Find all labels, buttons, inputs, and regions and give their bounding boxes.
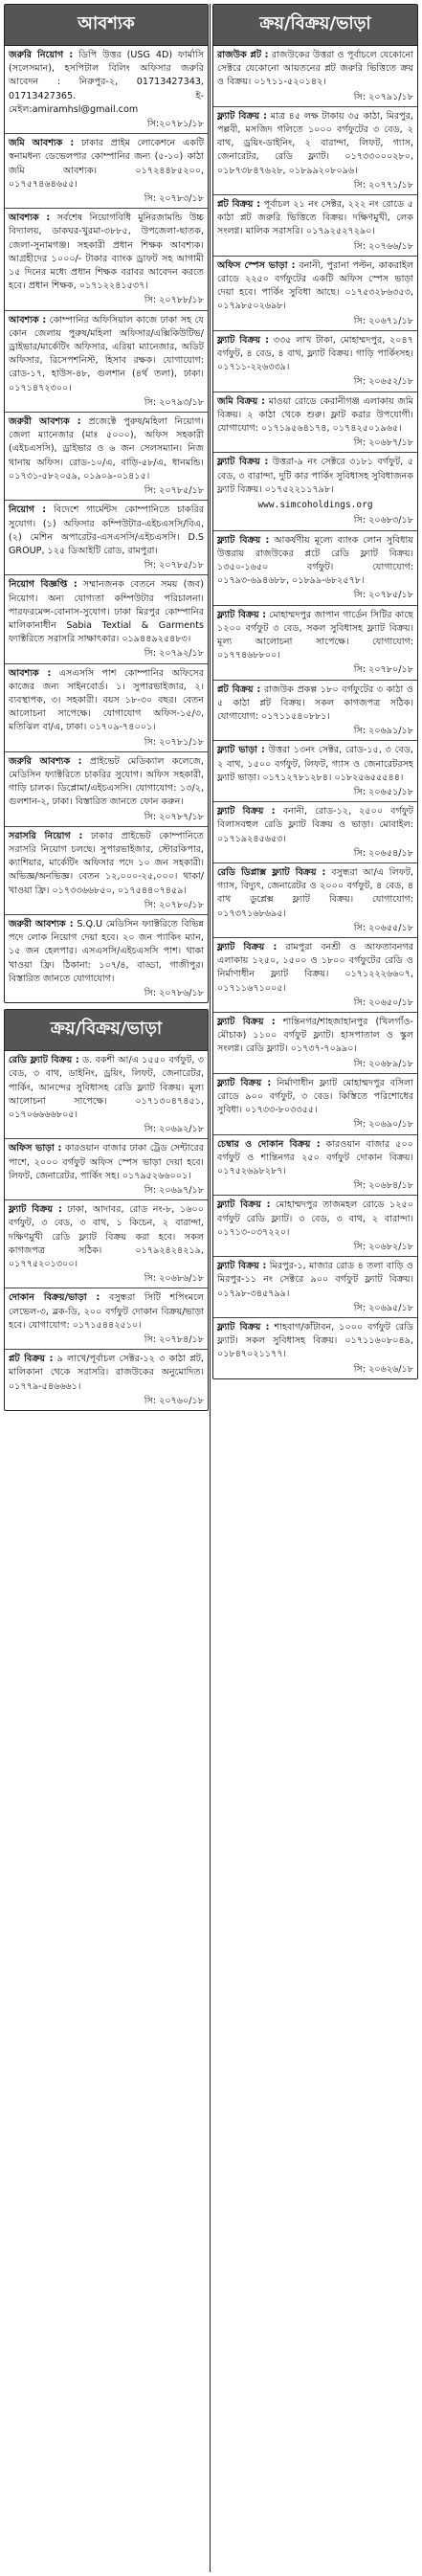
classified-section — [4, 4, 209, 1003]
ad-reference-code: সি: ২০৬৮৯/১৮ — [353, 1058, 413, 1069]
ad-reference-code: সি: ২০৭৮১/১৮ — [144, 736, 204, 748]
ad-title: ফ্ল্যাট বিক্রয় : — [217, 1077, 272, 1088]
classified-section — [212, 4, 418, 1379]
classified-ad — [213, 195, 417, 257]
ad-reference-code: সি: ২০৬৯৭/১৮ — [144, 1185, 204, 1197]
ad-reference-code: সি: ২০৬৮৪/১৮ — [353, 1180, 413, 1192]
ad-reference-code: সি: ২০৭৮০/১৮ — [353, 664, 413, 676]
ad-body: রাজউক প্রকল্প ১৮০ বর্গফুটের ৩ কাঠা ও ৫ কাঠা প্লট বিক্রয়। সকল কাগজপত্র সঠিক। যোগাযোগ: ০১৭১১৫৪০৮৮১। — [217, 683, 413, 722]
classified-ad — [5, 827, 208, 915]
ad-reference-code: সি: ২০৬৭১/১৮ — [353, 315, 413, 326]
ad-reference-code: সি: ২০৭৯৩/১৮ — [144, 396, 204, 408]
ad-title: চেম্বার ও দোকান বিক্রয় : — [217, 1138, 321, 1150]
classified-ad — [213, 681, 417, 742]
classified-ad — [5, 752, 208, 827]
classified-ad — [5, 501, 208, 575]
ad-title: সরাসরি নিয়োগ : — [9, 830, 83, 841]
ad-title: প্লট বিক্রয় : — [9, 1354, 54, 1365]
ad-body: ঢাকার প্রাইম লোকেশনে একটি স্বনামধন্য ডেভেলপার কোম্পানির জন্য (৫-১০) কাঠা জমি আবশ্যক। ০১৭২৪৪৮৫২০০, ০১৭৫৭৪৬৪৬৫৫। — [9, 138, 204, 190]
section-heading: ক্রয়/বিক্রয়/ভাড়া — [213, 5, 417, 46]
ad-body: ডিপি উত্তর (USG 4D) ফার্মাসি (সলেসমান), হসপিটাল বিলিং অফিসার জরুরি আবেদন : নিরুপুর-২, 01713427343, 01713427365. ই-মেইল:amiramhsl@gmail.com — [9, 50, 204, 115]
ad-website: www.simcoholdings.org — [257, 500, 373, 511]
classified-ad — [213, 107, 417, 195]
classified-ad — [5, 1288, 208, 1350]
ad-title: অফিস ভাড়া : — [9, 1143, 62, 1154]
ad-body: পূর্বাচল ২১ নং সেক্টর, ২২২ নং রোডে ৫ কাঠা প্লট জরুরি ভিত্তিতে বিক্রয়। দক্ষিণমুখী, লেক সংলগ্ন। মালিক সরাসরি। ০১৭৯২৫২৭২৯০। — [217, 199, 413, 237]
ad-reference-code: সি: ২০৬৯৫/১৮ — [353, 1302, 413, 1313]
classified-ad — [213, 1196, 417, 1257]
ad-title: রেডি ফ্ল্যাট বিক্রয় : — [9, 1055, 79, 1066]
ad-title: ফ্ল্যাট বিক্রয় : — [217, 1199, 271, 1211]
classified-ad — [213, 531, 417, 606]
ad-reference-code: সি: ২০৭৮৩/১৮ — [144, 193, 204, 205]
ad-title: ফ্ল্যাট বিক্রয় : — [217, 534, 270, 546]
ad-title: ফ্ল্যাট ভাড়া : — [217, 745, 265, 756]
ad-reference-code: সি: ২০৬৫২/১৮ — [353, 376, 413, 388]
ad-title: ফ্ল্যাট বিক্রয় : — [217, 334, 270, 346]
ad-reference-code: সি: ২০৭৮৬/১৮ — [144, 988, 204, 998]
classified-ad — [213, 46, 417, 107]
classified-section — [4, 1009, 209, 1411]
ad-reference-code: সি: ২০৭৬৬/১৮ — [353, 240, 413, 252]
ad-body: সম্মানজনক বেতনে সময় (জব) নিয়োগ। অন্য যোগ্যতা কম্পিউটার পরিচালনা। পারফরমেন্স-বোনাস-সুযোগ। ঢাকা মিরপুর কোম্পানির মালিকানাধীন Sabia Textial & Garments ফ্যাক্টরিতে সরাসরি সাক্ষাৎকার। ০১৯৪৪৯২৫৪৮৩। — [9, 579, 204, 645]
ad-body: উত্তরা ১৩নং সেক্টর, রোড-১৫, ৩ বেড, ২ বাথ, ১৫০০ বর্গফুট, লিফট, গ্যাস ও জেনারেটরসহ ফ্ল্যাট ভাড়া। ০১৭১২৭৮১২৮৪। ০১৮২৫৬৫৫৫৪৪। — [217, 745, 413, 783]
ad-body: শাহবাগ/কাঁটাবন, ১০০০ বর্গফুট রেডি ফ্ল্যাট। সকল সুবিধাসহ বিক্রয়। ০১৭১১৬০৮০৪৯, ০১৮৪৭০২১১৭৭। — [217, 1322, 413, 1360]
ad-reference-code: সি: ২০৬৯১/১৮ — [353, 726, 413, 737]
ad-body: বনানী, রোড-১২, ২৫০০ বর্গফুট বিলাসবহুল রেডি ফ্ল্যাট বিক্রয় ও ভাড়া। মোবাইল: ০১৭১৯২৪৫৬৫৩। — [217, 806, 413, 844]
ad-body: এসএসসি পাশ কোম্পানির অফিসের কাজের জন্য সাইনবোর্ড। ১। সুপারভাইজার, ২। ব্যবস্থাপক, ৩। সহকারী। বয়স ১৮-৩০ বছর। বেতন আলোচনা সাপেক্ষে। যোগাযোগ অফিস-১৫/৩, মতিঝিল বা/এ, ঢাকা। ০১৭০৯-৭৪০০১। — [9, 667, 204, 733]
classified-ad — [213, 1318, 417, 1378]
ad-body: বসুন্ধরা সিটি শপিংমলে লেভেল-৩, ব্লক-ডি, ২০০ বর্গফুট দোকান বিক্রয়/ভাড়া হবে। যোগাযোগ: ০১৭১৫৪৪২৫১০। — [9, 1292, 204, 1331]
classified-ad — [5, 46, 208, 134]
ad-title: রাজউক প্লট : — [217, 50, 269, 60]
classified-ad — [5, 915, 208, 1002]
ad-reference-code: সি: ২০৭৮৪/১৮ — [144, 1334, 204, 1346]
section-heading: আবশ্যক — [5, 5, 208, 46]
ad-body: মিরপুর-১, মাজার রোড ৪ তলা বাড়ি ও মিরপুর-১১ নং সেক্টরে ৯০০ বর্গফুট ফ্ল্যাট বিক্রয়। ০১৭৯৮-৩৪৫৭৯৯। — [217, 1261, 413, 1299]
classified-ad — [213, 741, 417, 802]
classified-ad — [5, 134, 208, 209]
ad-body: প্রাইভেট মেডিক্যাল কলেজে, মেডিসিন ফ্যাক্টরিতে চাকরির সুযোগ। অফিস সহকারী, গাড়ি চালক। ডিপ্লোমা/এইচএসসি। যোগাযোগ: ১৩/২, গুলশান-২, ঢাকা। বিস্তারিত জানতে ফোন করুন। — [9, 755, 204, 808]
ad-reference-code: সি: ২০৭৮০/১৮ — [144, 899, 204, 910]
ad-title: জরুরি নিয়োগ : — [9, 50, 74, 60]
ad-body: বসুন্ধরা আ/এ লিফট, গ্যাস, বিদ্যুৎ, জেনারেটর ও ২০০০ বর্গফুট, ৪ বেড, ৪ বাথ ডুপ্লেক্স ফ্ল্যাট বিক্রয়। যোগাযোগ: ০১৭৩৭১৬৮৬৯৫। — [217, 866, 413, 919]
ad-reference-code: সি: ২০৬৫৪/১৮ — [353, 847, 413, 859]
classified-ad — [5, 413, 208, 501]
classified-ad — [213, 1135, 417, 1197]
ad-body: শান্তিনগর/শাহজাহানপুর (খিলগাঁও-মৌচাক) ১১০০ বর্গফুট ফ্ল্যাট। হাসপাতাল ও স্কুল সংলগ্ন। রেডি ফ্ল্যাট। ০১৭৩৭-৭০৯৯০। — [217, 1017, 413, 1055]
classified-ad — [5, 1139, 208, 1200]
ad-reference-code: সি: ২০৬৫৫/১৮ — [353, 922, 413, 933]
ad-body: আকর্ষণীয় মূল্যে ব্যাংক লোন সুবিধায় উত্তরায় রাজউকের প্লটে রেডি ফ্ল্যাট বিক্রয়। ১৩৫০-১৬৫০ বর্গফুট। যোগাযোগ: ০১৭৯৩-৬৯৪৬৮৮, ০১৮৯৯-৬৮২৫৭৮। — [217, 534, 413, 587]
ad-body: বনানী, পুরানা পল্টন, কাকরাইল রোডে ২২৫০ বর্গফুটের একটি অফিস স্পেস ভাড়া দেয়া হবে। পার্কিং সুবিধা আছে। ০১৭৫৩২৮৬৩৫৩, ০১৭৯৮৫০২৬৯৮। — [217, 259, 413, 312]
ad-reference-code: সি:২০৭৮১/১৮ — [146, 119, 204, 130]
ad-reference-code: সি: ২০৬৮২/১৮ — [353, 1242, 413, 1253]
classified-ad — [213, 453, 417, 530]
ad-reference-code: সি: ২০৭৭১/১৮ — [353, 179, 413, 190]
column-divider — [210, 4, 211, 2572]
ad-title: নিয়োগ বিজ্ঞপ্তি : — [9, 579, 78, 591]
classified-ad — [213, 863, 417, 938]
ad-title: প্লট বিক্রয় : — [217, 199, 261, 211]
ad-body: মোহাম্মদপুর তাজমহল রোডে ১২৫০ বর্গফুট রেডি ফ্ল্যাট। ৩ বেড, ৩ বাথ, ২ বারান্দা। ০১৭১৩-০৩৭২২০। — [217, 1199, 413, 1238]
ad-reference-code: সি: ২০৭৮৫/১৮ — [353, 590, 413, 601]
ad-body: ৯ লাখে/পূর্বাচল সেক্টর-১২ ৩ কাঠা প্লট, মালিকানা থেকে সরাসরি। রাজউকের অনুমোদিত। ০১৭৭৯-৫৪৬৬৬১। — [9, 1354, 204, 1392]
ad-body: S.Q.U মেডিসিন ফ্যাক্টরিতে বিভিন্ন পদে লোক নিয়োগ দেয়া হবে। ২০ জন প্যাকিং ম্যান, ১৫ জন হেলপার। এসএসসি/এইচএসসি পাশ। থাকা খাওয়া ফ্রি। ঠিকানা: ১০৭/৪, বাড্ডা, গাজীপুর। বিস্তারিত জানতে যোগাযোগ। — [9, 918, 205, 984]
ad-title: ফ্ল্যাট বিক্রয় : — [217, 457, 269, 468]
classified-ad — [5, 209, 208, 310]
ad-reference-code: সি: ২০৬৮৩/১৮ — [353, 515, 413, 526]
ad-body: নির্মাণাধীন ফ্ল্যাট মোহাম্মদপুর বসিলা রোডে ৯০০ বর্গফুট, ৩ বেড। কিস্তিতে পরিশোধের সুবিধা। ০১৭৩৩-৮০৩৩৫৫। — [217, 1077, 413, 1116]
classified-ad — [5, 575, 208, 663]
classified-ad — [213, 331, 417, 392]
ad-reference-code: সি: ২০৬৫০/১৮ — [353, 997, 413, 1008]
section-heading: ক্রয়/বিক্রয়/ভাড়া — [5, 1010, 208, 1051]
ad-body: মাত্র ৪৫ লক্ষ টাকায় ৩৫ কাঠা, মিরপুর, পল্লবী, মসজিদ গলিতে ১০০০ বর্গফুটের ৩ বেড, ২ বাথ, ড্রয়িং-ডাইনিং, ২ বারান্দা, লিফট, গ্যাস, জেনারেটর, রেডি ফ্ল্যাট। ০১৭৩৩০০০২৮০, ০১৮৭৩৮৪৭৬২৮, ০১৮৯৯২০৮০৯৬। — [217, 110, 413, 176]
ad-title: ফ্ল্যাট বিক্রয় : — [217, 1322, 270, 1333]
classified-ad — [5, 1051, 208, 1139]
classified-ad — [5, 664, 208, 752]
ad-title: জরুরী আবশ্যক : — [9, 416, 81, 428]
ad-body: উত্তরা-৯ নং সেক্টরে ৩১৮১ বর্গফুট, ৫ বেড, ৩ বারান্দা, দুটি কার পার্কিং সুবিধাসহ সুবিধাজনক ফ্ল্যাট বিক্রয়। ০১৭৫২২১১৭৯৮। — [217, 457, 413, 495]
ad-title: ফ্ল্যাট বিক্রয় : — [217, 806, 276, 818]
ad-body: মোহাম্মদপুর জাপান গার্ডেন সিটির কাছে ১২০০ বর্গফুট ৩ বেড, সকল সুবিধাসহ ফ্ল্যাট বিক্রয়। মূল্য আলোচনা সাপেক্ষে। যোগাযোগ: ০১৭৭৪৬৮৮০০। — [217, 609, 413, 661]
ad-title: ফ্ল্যাট বিক্রয় : — [217, 941, 278, 952]
right-column — [212, 4, 418, 2572]
classified-ad — [5, 1200, 208, 1288]
ad-title: রেডি ডিপ্লাক্স ফ্ল্যাট বিক্রয় : — [217, 866, 326, 878]
ad-body: মাওয়া রোডে কেরানীগঞ্জ এলাকায় জমি বিক্রয়। ২ কাঠা থেকে শুরু। ফ্লাট করার উপযোগী। যোগাযোগ: ০১৭১৯৫৬৪১৭৪, ০১৭৪২৫০১৯৬৫। — [217, 395, 413, 435]
ad-reference-code: সি: ২০৬৫১/১৮ — [353, 786, 413, 797]
ad-body: ড. বকশী আ/এ ১৫৫০ বর্গফুট, ৩ বেড, ৩ বাথ, ডাইনিং, ড্রয়িং, লিফট, জেনারেটর, পার্কিং, আনন্দের সুবিধাসহ রেডি ফ্ল্যাট বিক্রয়। মূল্য আলোচনা সাপেক্ষে। ০১৭১৩০৪৭৪৫১, ০১৭০৬৬৬৬৮০৫। — [9, 1055, 205, 1121]
classified-ad — [213, 257, 417, 331]
classified-ad — [213, 392, 417, 454]
ad-body: প্রজেক্টে পুরুষ/মহিলা নিয়োগ। জেলা ম্যানেজার (মাঃ ৫০০০), অফিস সহকারী (এইচএসসি), ড্রাইভার ও ৬ জন সেলসম্যান। নিজ থানায় অফিস। রোড-১০/এ, বাড়ি-৫৮/এ, ধানমন্ডি। ০১৭৩১-৫৮২০৫৯, ০১৯০৯-০১৪১৫। — [9, 416, 204, 482]
ad-reference-code: সি: ২০৬৯০/১৮ — [353, 1119, 413, 1131]
classified-ad — [213, 802, 417, 863]
ad-reference-code: সি: ২০৭৮৫/১৮ — [144, 560, 204, 571]
ad-reference-code: সি: ২০৬৮৬/১৮ — [144, 1273, 204, 1285]
ad-reference-code: সি: ২০৭৬০/১৮ — [144, 1395, 204, 1406]
ad-body: বিদেশে গার্মেন্টস কোম্পানিতে চাকরির সুযোগ। (১) অফিসার কম্পিউটার-এইচএসসি/বিএ, (২) মেশিন অপারেটর-এসএসসি/এইচএসসি। D.S GROUP, ১২৫ ডিআইটি রোড, রামপুরা। — [9, 504, 204, 556]
ad-body: ঢাকা, আদাবর, রোড নং-৮, ১৬০০ বর্গফুট, ৩ বেড, ৩ বাথ, ১ কিচেন, ২ বারান্দা, দক্ষিণমুখী রেডি ফ্ল্যাট বিক্রয় করা হবে। সকল কাগজপত্র সঠিক। ০১৭৯২৪২৪২১৯, ০১৭৭৫২০১৩০০। — [9, 1204, 204, 1270]
ad-title: আবশ্যক : — [9, 314, 47, 325]
ad-reference-code: সি: ২০৭৯১/১৮ — [353, 91, 413, 102]
ad-title: জরুরী আবশ্যক : — [9, 918, 74, 930]
ad-title: দোকান বিক্রয়/ভাড়া : — [9, 1292, 100, 1304]
ad-title: প্লট বিক্রয় : — [217, 683, 261, 695]
ad-body: রাজউকের উত্তরা ও পূর্বাচলে যেকোনো সেক্টরে যেকোনো আয়তনের প্লট জরুরি ভিত্তিতে ক্রয় ও বিক্রয়। ০১৭১১-৫২০১৪২। — [217, 50, 413, 88]
ad-body: কারওয়ান বাজার ঢাকা ট্রেড সেন্টারের পাশে, ২০০০ বর্গফুট অফিস স্পেস ভাড়া দেয়া হবে। লিফট, জেনারেটর, পার্কিং সহ। ০১৭৯৫২৬৬০০১। — [9, 1143, 204, 1181]
ad-title: ফ্ল্যাট বিক্রয় : — [217, 1261, 267, 1272]
ad-reference-code: সি: ২০৭৯২/১৮ — [144, 648, 204, 660]
classified-ad — [213, 1013, 417, 1074]
ad-title: জরুরি আবশ্যক : — [9, 755, 82, 767]
ad-reference-code: সি: ২০৬৮৭/১৮ — [353, 437, 413, 449]
classified-ad — [5, 311, 208, 413]
ad-title: জমি বিক্রয় : — [217, 395, 265, 407]
ad-body: কোম্পানির অফিসিয়াল কাজে ঢাকা সহ যে কোন জেলায় পুরুষ/মহিলা অফিসার/এক্সিকিউটিভ/ড্রাইভার/মার্কেটিং অফিসার, এরিয়া ম্যানেজার, অডিট অফিসার, রিসেপশনিস্ট, হিসাব রক্ষক। যোগাযোগ: রোড-১৭, হাউস-৪৮, গুলশান (৪র্থ তলা), ঢাকা। ০১৭১৪৭২৩০০। — [9, 314, 204, 393]
ad-title: আবশ্যক : — [9, 667, 52, 679]
classified-ad — [213, 1257, 417, 1318]
ad-title: ফ্ল্যাট বিক্রয় : — [9, 1204, 62, 1216]
ad-title: নিয়োগ : — [9, 504, 47, 516]
classified-ad — [213, 938, 417, 1013]
ad-body: সর্বশেষ নিয়োগবিধি মুনিরজামন্ডি উচ্চ বিদ্যালয়, ডাকঘর-খুরমা-৩৮৮৫, উপজেলা-ছাতক, জেলা-সুনামগঞ্জ। সহকারী প্রধান শিক্ষক আবশ্যক। আগ্রহীদের ১০০০/- টাকার ব্যাংক ড্রাফট সহ আগামী ১৫ দিনের মধ্যে প্রধান শিক্ষক বরাবর আবেদন করতে হবে। প্রধান শিক্ষক, ০১৭১২২৪১৫৩৭। — [9, 213, 204, 292]
ad-title: ফ্ল্যাট বিক্রয় : — [217, 609, 267, 620]
ad-title: ফ্ল্যাট বিক্রয় : — [217, 110, 267, 122]
ad-title: অফিস স্পেস ভাড়া : — [217, 259, 296, 271]
ad-body: কারওয়ান বাজার ৫০০ বর্গফুট ও শান্তিনগর ২৫০ বর্গফুট দোকান বিক্রয়। ০১৭৫২৬৯৮২৮৭। — [217, 1138, 413, 1177]
classified-ad — [213, 606, 417, 681]
ad-reference-code: সি: ২০৭৮৮/১৮ — [144, 295, 204, 306]
ad-reference-code: সি: ২০৭৮৭/১৮ — [144, 811, 204, 822]
ad-title: ফ্ল্যাট বিক্রয় : — [217, 1017, 276, 1027]
ad-reference-code: সি: ২০৬৯২/১৮ — [144, 1124, 204, 1135]
left-column — [4, 4, 209, 2572]
ad-title: আবশ্যক : — [9, 213, 51, 224]
ad-body: ৩৩৫ লাখ টাকা, মোহাম্মদপুর, ২০৪৭ বর্গফুট, ৪ বেড, ৪ বাথ, ফ্ল্যাট বিক্রয়। গাড়ি পার্কিংসহ। ০১৭১১-২২৬৩৩৯। — [217, 334, 413, 373]
classified-ad — [5, 1350, 208, 1410]
ad-title: জমি আবশ্যক : — [9, 138, 75, 149]
ad-reference-code: সি: ২০৭৮৫/১৮ — [144, 485, 204, 497]
ad-body: ঢাকার প্রাইভেট কোম্পানিতে সরাসরি নিয়োগ চলছে। সুপারভাইজার, স্টোরকিপার, ক্যাশিয়ার, মার্কেটিং অফিসার পদে ১০ জন সহকারী। অভিজ্ঞ/অনভিজ্ঞ। বেতন ১২,০০০-২৫,০০০। থাকা/খাওয়া ফ্রি। ০১৭৩৩৬৬৮৫০, ০১৭৫৪৪০৭৪৫৯। — [9, 830, 204, 896]
ad-reference-code: সি: ২০৬২৬/১৮ — [353, 1363, 413, 1375]
ad-body: রামপুরা বনশ্রী ও আফতাবনগর এলাকায় ১২৫০, ১৫০০ ও ১৮০০ বর্গফুটের রেডি ও নির্মাণাধীন ফ্ল্যাট বিক্রয়। ০১৭১২২২৬৬০৭, ০১৭১১৬৭১০০৫। — [217, 941, 413, 994]
classified-ad — [213, 1074, 417, 1135]
